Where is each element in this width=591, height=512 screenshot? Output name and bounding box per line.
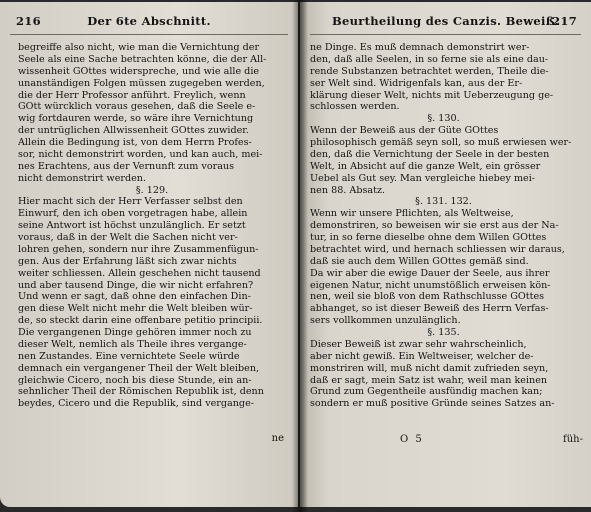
right-page-number: 217 [552,14,577,28]
text-line: daß er sagt, mein Satz ist wahr, weil man keinen [310,374,548,386]
right-page [300,2,591,507]
text-line: nen, weil sie bloß von dem Rathschlusse GOttes [310,291,545,303]
left-running-head [10,12,288,35]
text-line: tur, in so ferne dieselbe ohne dem Willen GOttes [310,232,547,243]
text-line: schlossen werden. [310,101,400,113]
text-line: philosophisch gemäß seyn soll, so muß erwiesen wer- [310,137,572,148]
text-line: gen diese Welt nicht mehr die Welt bleiben wür- [18,303,253,315]
text-line: Welt, in Absicht auf die ganze Welt, ein grösser [310,160,541,172]
text-line: die der Herr Professor anführt. Freylich, wenn [18,89,246,101]
text-line: Einwurf, den ich oben vorgetragen habe, allein [18,208,248,220]
text-line: sor, nicht demonstrirt worden, und kan auch, mei- [18,148,263,160]
text-line: gen. Aus der Erfahrung läßt sich zwar nichts [18,255,237,267]
text-line: GOtt würcklich voraus gesehen, daß die Seele e- [18,101,256,113]
text-line: und aber tausend Dinge, die wir nicht erfahren? [18,279,254,291]
text-line: daß sie auch dem Willen GOttes gemäß sind. [310,255,529,267]
text-line: ser Welt sind. Widrigenfals kan, aus der Er- [310,77,523,89]
text-line: beydes, Cicero und die Republik, sind vergange- [18,398,254,410]
right-running-head [310,12,581,35]
text-line: demnach ein vergangener Theil der Welt bleiben, [18,362,260,374]
right-catchword: füh- [563,434,583,445]
text-line: den, daß alle Seelen, in so ferne sie als eine dau- [310,53,549,65]
text-line: klärung dieser Welt, nichts mit Ueberzeugung ge- [310,89,554,101]
text-line: ne Dinge. Es muß demnach demonstrirt wer- [310,42,530,53]
text-line: Wenn wir unsere Pflichten, als Weltweise, [310,208,514,220]
right-body-text [310,42,577,410]
section-heading: §. 131. 132. [415,196,472,208]
text-line: Und wenn er sagt, daß ohne den einfachen Din- [18,291,251,303]
text-line: Dieser Beweiß ist zwar sehr wahrscheinlich, [310,338,527,350]
left-page-number: 216 [16,14,41,28]
text-line: Grund zum Gegentheile ausfündig machen kan; [310,386,543,398]
text-line: Seele als eine Sache betrachten könne, die der All- [18,53,267,65]
section-heading: §. 129. [135,184,169,196]
text-line: aber nicht gewiß. Ein Weltweiser, welcher de- [310,350,534,362]
text-line: rende Substanzen betrachtet werden, Theile die- [310,65,549,77]
section-heading: §. 135. [427,327,460,338]
text-line: seine Antwort ist höchst unzulänglich. Er setzt [18,220,246,232]
text-line: sondern er muß positive Gründe seines Satzes an- [310,398,555,410]
right-signature-mark: O 5 [400,434,424,445]
text-line: Da wir aber die ewige Dauer der Seele, aus ihrer [310,267,550,279]
text-line: nen 88. Absatz. [310,184,386,196]
text-line: Allein die Bedingung ist, von dem Herrn Profes- [18,137,252,148]
text-line: demonstriren, so beweisen wir sie erst aus der Na- [310,220,559,232]
left-catchword: ne [271,433,284,444]
text-line: de, so steckt darin eine offenbare petitio principii. [18,315,263,327]
text-line: monstriren will, muß nicht damit zufrieden seyn, [310,362,549,374]
right-running-title: Beurtheilung des Canzis. Beweiß. [331,14,560,28]
text-line: dieser Welt, nemlich als Theile ihres vergange- [18,338,247,350]
text-line: Wenn der Beweiß aus der Güte GOttes [310,125,499,137]
text-line: nicht demonstrirt werden. [18,172,147,184]
text-line: nen Zustandes. Eine vernichtete Seele würde [18,350,240,362]
text-line: der untrüglichen Allwissenheit GOttes zuwider. [18,125,249,137]
text-line: abhanget, so ist dieser Beweiß des Herrn Verfas- [310,303,549,315]
text-line: weiter schliessen. Allein geschehen nicht tausend [18,267,261,279]
text-line: begreiffe also nicht, wie man die Vernichtung der [18,42,260,53]
text-line: betrachtet wird, und hernach schliessen wir daraus, [310,243,565,255]
text-line: unanständigen Folgen müssen zugegeben werden, [18,77,265,89]
text-line: Hier macht sich der Herr Verfasser selbst den [18,196,243,208]
left-running-title: Der 6te Abschnitt. [87,14,211,28]
left-page [0,2,298,507]
text-line: Die vergangenen Dinge gehören immer noch zu [18,327,252,338]
left-body-text [18,42,286,410]
text-line: gleichwie Cicero, noch bis diese Stunde, ein an- [18,374,252,386]
text-line: wissenheit GOttes widerspreche, und wie alle die [18,65,260,77]
text-line: eigenen Natur, nicht unumstößlich erweisen kön- [310,279,551,291]
text-line: lohren gehen, sondern nur ihre Zusammenfügun- [18,243,259,255]
section-heading: §. 130. [427,113,460,125]
text-line: Uebel als Gut sey. Man vergleiche hiebey mei- [310,172,536,184]
text-line: voraus, daß in der Welt die Sachen nicht ver- [18,232,238,243]
text-line: den, daß die Vernichtung der Seele in der besten [310,148,550,160]
text-line: wig fortdauren werde, so wäre ihre Vernichtung [18,113,254,125]
text-line: sehnlicher Theil der Römischen Republik ist, denn [18,386,264,398]
text-line: nes Erachtens, aus der Vernunft zum voraus [18,160,235,172]
text-line: sers vollkommen unzulänglich. [310,315,461,327]
